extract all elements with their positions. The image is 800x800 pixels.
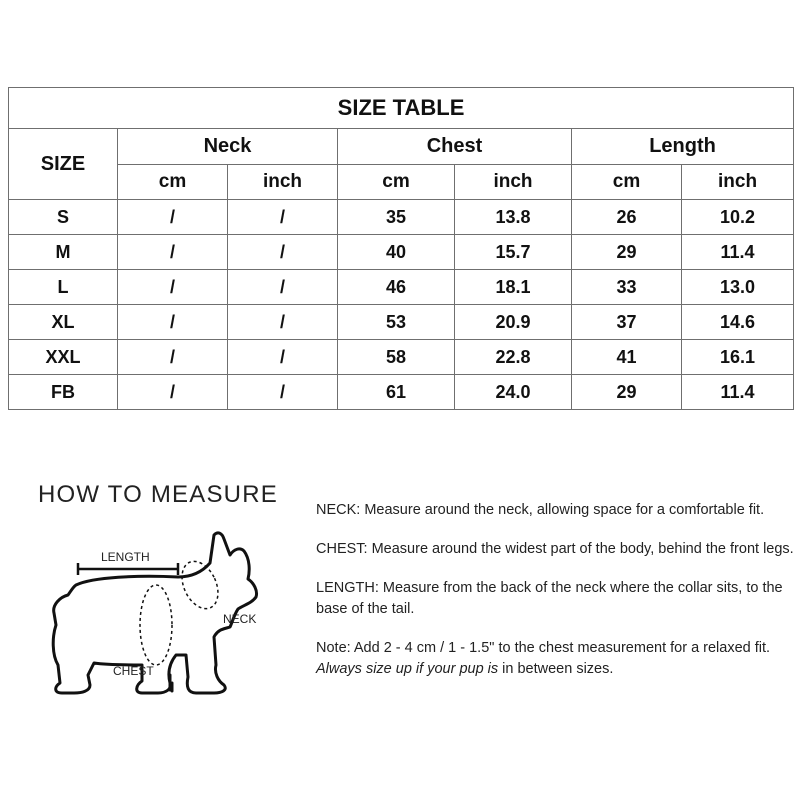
length-cm-cell: 26: [572, 200, 682, 235]
chest-group-header: Chest: [338, 129, 572, 165]
length-inch-cell: 11.4: [682, 375, 794, 410]
chest-cm-cell: 35: [338, 200, 455, 235]
length-cm-cell: 41: [572, 340, 682, 375]
note-italic-text: Always size up if your pup is: [316, 661, 503, 677]
neck-measure-ellipse: [175, 556, 225, 615]
size-cell: L: [9, 270, 118, 305]
length-cm-cell: 29: [572, 235, 682, 270]
table-row: [9, 235, 794, 270]
length-inch-cell: 14.6: [682, 305, 794, 340]
chest-inch-cell: 20.9: [455, 305, 572, 340]
chest-inch-cell: 22.8: [455, 340, 572, 375]
table-row: [9, 305, 794, 340]
table-row: [9, 340, 794, 375]
size-cell: XL: [9, 305, 118, 340]
length-group-header: Length: [572, 129, 794, 165]
measure-instructions: [316, 500, 796, 698]
note-emphasis: in between sizes: [502, 661, 610, 677]
neck-cm-cell: /: [118, 305, 228, 340]
size-column-header: SIZE: [9, 129, 118, 200]
chest-cm-cell: 61: [338, 375, 455, 410]
size-table: [8, 87, 794, 410]
length-inch-cell: 13.0: [682, 270, 794, 305]
neck-inch-cell: /: [228, 375, 338, 410]
chest-cm-cell: 53: [338, 305, 455, 340]
neck-cm-cell: /: [118, 340, 228, 375]
length-label: LENGTH: [101, 550, 150, 564]
length-cm-cell: 37: [572, 305, 682, 340]
length-cm-cell: 29: [572, 375, 682, 410]
length-cm-header: cm: [572, 165, 682, 200]
neck-inch-cell: /: [228, 235, 338, 270]
chest-instruction: CHEST: Measure around the widest part of the body, behind the front legs.: [316, 541, 794, 557]
chest-inch-cell: 15.7: [455, 235, 572, 270]
chest-inch-cell: 24.0: [455, 375, 572, 410]
note-end: .: [609, 661, 614, 677]
chest-cm-header: cm: [338, 165, 455, 200]
neck-cm-cell: /: [118, 270, 228, 305]
length-inch-header: inch: [682, 165, 794, 200]
dog-measurement-diagram: [38, 525, 283, 725]
table-row: [9, 270, 794, 305]
neck-cm-header: cm: [118, 165, 228, 200]
chest-cm-cell: 46: [338, 270, 455, 305]
size-cell: FB: [9, 375, 118, 410]
length-instruction: LENGTH: Measure from the back of the neck where the collar sits, to the base of the tail.: [316, 580, 783, 617]
chest-cm-cell: 58: [338, 340, 455, 375]
table-title: SIZE TABLE: [9, 88, 794, 129]
table-row: [9, 375, 794, 410]
chest-measure-ellipse: [140, 585, 172, 665]
sizing-note: [316, 638, 796, 680]
chest-label: CHEST: [113, 664, 154, 678]
chest-inch-cell: 18.1: [455, 270, 572, 305]
chest-inch-header: inch: [455, 165, 572, 200]
length-inch-cell: 16.1: [682, 340, 794, 375]
length-inch-cell: 10.2: [682, 200, 794, 235]
neck-label: NECK: [223, 612, 257, 626]
neck-inch-cell: /: [228, 340, 338, 375]
chest-inch-cell: 13.8: [455, 200, 572, 235]
size-cell: M: [9, 235, 118, 270]
length-cm-cell: 33: [572, 270, 682, 305]
neck-inch-cell: /: [228, 200, 338, 235]
size-cell: S: [9, 200, 118, 235]
size-cell: XXL: [9, 340, 118, 375]
neck-cm-cell: /: [118, 235, 228, 270]
chest-cm-cell: 40: [338, 235, 455, 270]
neck-inch-cell: /: [228, 305, 338, 340]
neck-inch-cell: /: [228, 270, 338, 305]
neck-cm-cell: /: [118, 375, 228, 410]
how-to-measure-title: HOW TO MEASURE: [38, 481, 278, 508]
neck-inch-header: inch: [228, 165, 338, 200]
table-row: [9, 200, 794, 235]
length-inch-cell: 11.4: [682, 235, 794, 270]
neck-group-header: Neck: [118, 129, 338, 165]
note-text: Note: Add 2 - 4 cm / 1 - 1.5" to the chest measurement for a relaxed fit.: [316, 640, 771, 656]
neck-cm-cell: /: [118, 200, 228, 235]
neck-instruction: NECK: Measure around the neck, allowing space for a comfortable fit.: [316, 502, 765, 518]
